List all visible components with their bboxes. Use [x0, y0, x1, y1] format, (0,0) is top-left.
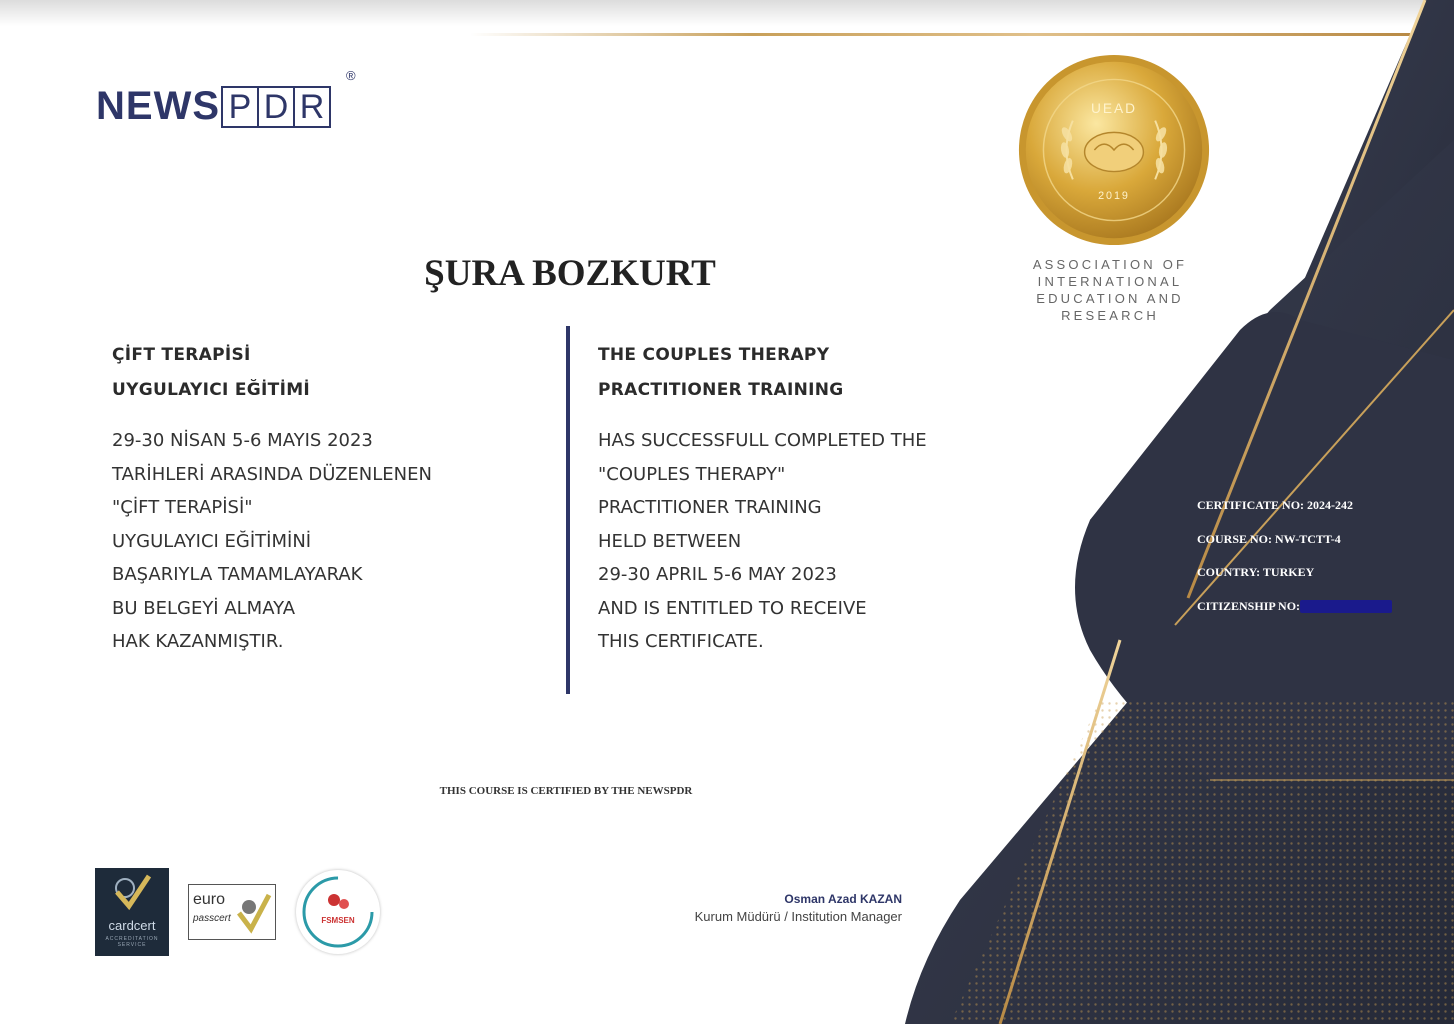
body-line: BAŞARIYLA TAMAMLAYARAK [112, 564, 363, 585]
logo-letter: P [221, 86, 259, 128]
recipient-name: ŞURA BOZKURT [424, 253, 716, 294]
english-body [598, 424, 1028, 659]
caption-line: EDUCATION AND [1036, 291, 1184, 306]
europ-text: euro [193, 891, 226, 908]
europ-cert-logo [188, 884, 276, 940]
turkish-body [112, 424, 542, 659]
seal-top-text: UEAD [1091, 100, 1137, 116]
caption-line: ASSOCIATION OF [1032, 257, 1188, 272]
country: COUNTRY: TURKEY [1197, 565, 1315, 579]
signer-name: Osman Azad KAZAN [784, 892, 902, 906]
cardcert-text: cardcert [108, 918, 156, 933]
association-caption [1022, 256, 1198, 324]
registered-mark: ® [346, 68, 356, 83]
europ-subtext: passcert [193, 913, 231, 924]
course-number: COURSE NO: NW-TCTT-4 [1197, 531, 1341, 546]
fsmsen-logo [296, 870, 380, 954]
checkmark-icon [95, 868, 169, 918]
caption-line: RESEARCH [1061, 308, 1159, 323]
body-line: UYGULAYICI EĞİTİMİNİ [112, 530, 312, 552]
body-line: HAS SUCCESSFULL COMPLETED THE [598, 430, 927, 451]
body-line: 29-30 APRIL 5-6 MAY 2023 [598, 564, 837, 585]
newspdr-logo [96, 68, 356, 129]
heading-line: THE COUPLES THERAPY [598, 345, 830, 365]
body-line: "COUPLES THERAPY" [598, 463, 786, 485]
body-line: HELD BETWEEN [598, 530, 742, 552]
heading-line: PRACTITIONER TRAINING [598, 380, 844, 400]
turkish-heading [112, 338, 542, 408]
body-line: TARİHLERİ ARASINDA DÜZENLENEN [112, 463, 432, 485]
gold-seal-icon [1016, 52, 1212, 248]
turkish-column [112, 338, 542, 659]
heading-line: ÇİFT TERAPİSİ [112, 345, 251, 365]
certificate-number: CERTIFICATE NO: 2024-242 [1197, 498, 1354, 512]
redaction-block [1300, 600, 1392, 613]
caption-line: INTERNATIONAL [1037, 274, 1183, 289]
logo-news-text: NEWS [96, 84, 220, 128]
circular-arrow-icon [296, 870, 380, 954]
body-line: "ÇİFT TERAPİSİ" [112, 497, 253, 518]
checkmark-icon [233, 887, 273, 937]
body-line: THIS CERTIFICATE. [598, 631, 764, 652]
certificate-info [1197, 498, 1392, 632]
citizenship-row [1197, 599, 1392, 633]
fsmsen-text: FSMSEN [321, 916, 355, 925]
seal-year-text: 2019 [1098, 190, 1130, 202]
english-column [598, 338, 1028, 659]
body-line: PRACTITIONER TRAINING [598, 497, 822, 518]
body-line: BU BELGEYİ ALMAYA [112, 597, 296, 619]
signer-title: Kurum Müdürü / Institution Manager [694, 909, 902, 924]
body-line: AND IS ENTITLED TO RECEIVE [598, 597, 867, 619]
logo-letter: R [293, 86, 331, 128]
heading-line: UYGULAYICI EĞİTİMİ [112, 380, 311, 400]
citizenship-label: CITIZENSHIP NO: [1197, 598, 1301, 613]
body-line: 29-30 NİSAN 5-6 MAYIS 2023 [112, 430, 373, 451]
column-divider [566, 326, 570, 694]
signature-block [640, 892, 902, 924]
english-heading [598, 338, 1028, 408]
body-line: HAK KAZANMIŞTIR. [112, 631, 284, 652]
certified-by-text: THIS COURSE IS CERTIFIED BY THE NEWSPDR [439, 785, 693, 797]
logo-pdr-boxes [223, 86, 331, 128]
cardcert-subtext: ACCREDITATION SERVICE [105, 936, 159, 948]
logo-letter: D [257, 86, 295, 128]
cardcert-logo [95, 868, 169, 956]
dot-pattern [950, 700, 1454, 1024]
